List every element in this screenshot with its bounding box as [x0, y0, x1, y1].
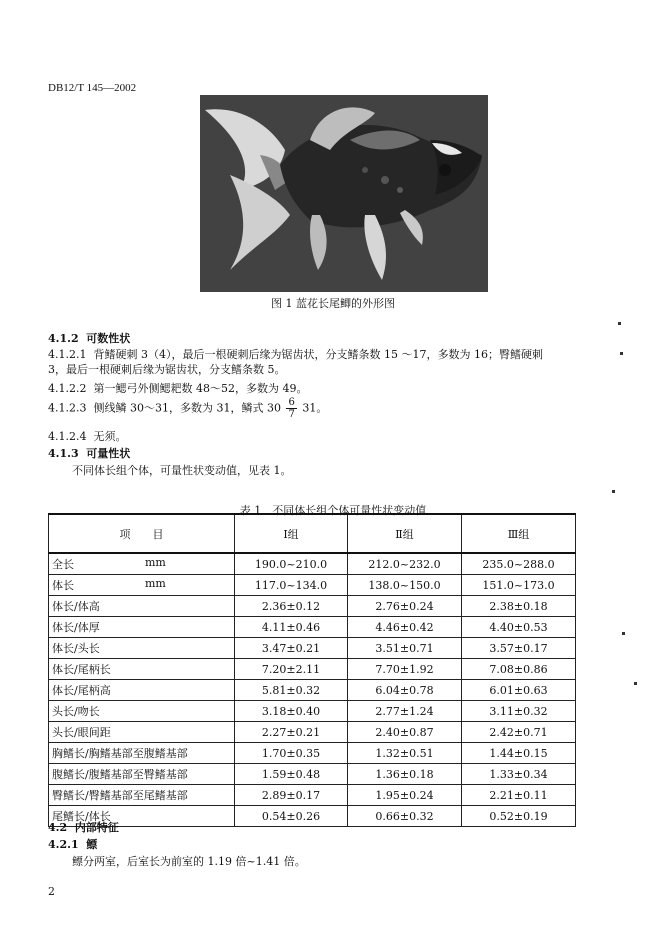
- table-row: [49, 596, 576, 617]
- cell-group-1: 1.59±0.48: [235, 764, 348, 785]
- paragraph-text: 第一鳃弓外侧鳃耙数 48～52，多数为 49。: [93, 382, 308, 395]
- row-label: 体长/尾柄高: [49, 680, 235, 701]
- column-header: Ⅲ组: [462, 514, 576, 553]
- cell-group-3: 1.44±0.15: [462, 743, 576, 764]
- fraction-denominator: 7: [288, 409, 295, 420]
- cell-group-3: 1.33±0.34: [462, 764, 576, 785]
- cell-group-2: 1.95±0.24: [348, 785, 462, 806]
- cell-group-1: 3.18±0.40: [235, 701, 348, 722]
- section-number: 4.1.2.1: [48, 348, 87, 361]
- cell-group-2: 1.36±0.18: [348, 764, 462, 785]
- section-number: 4.2: [48, 821, 68, 834]
- figure-caption: 图 1 蓝花长尾鲫的外形图: [271, 297, 395, 310]
- row-unit: mm: [145, 577, 166, 590]
- row-label: 头长/眼间距: [49, 722, 235, 743]
- section-4-1-2-2: [48, 381, 608, 396]
- cell-group-3: 2.42±0.71: [462, 722, 576, 743]
- row-label: [49, 575, 235, 596]
- cell-group-3: 0.52±0.19: [462, 806, 576, 827]
- cell-group-2: 3.51±0.71: [348, 638, 462, 659]
- cell-group-3: 4.40±0.53: [462, 617, 576, 638]
- fraction-numerator: 6: [288, 397, 295, 408]
- cell-group-2: 4.46±0.42: [348, 617, 462, 638]
- cell-group-1: 2.36±0.12: [235, 596, 348, 617]
- scan-mark: [618, 322, 621, 325]
- table-row: [49, 785, 576, 806]
- row-unit: mm: [145, 556, 166, 569]
- scan-mark: [634, 682, 637, 685]
- section-number: 4.1.2.3: [48, 401, 87, 415]
- cell-group-3: 3.57±0.17: [462, 638, 576, 659]
- section-title: 鳔: [86, 838, 98, 851]
- section-number: 4.2.1: [48, 838, 79, 851]
- paragraph-text: 背鳍硬刺 3（4），最后一根硬刺后缘为锯齿状，分支鳍条数 15 ～17，多数为 16；臀鳍硬刺: [93, 348, 543, 361]
- cell-group-2: 6.04±0.78: [348, 680, 462, 701]
- cell-group-1: 117.0~134.0: [235, 575, 348, 596]
- paragraph-text: 3，最后一根硬刺后缘为锯齿状，分支鳍条数 5。: [48, 363, 286, 376]
- cell-group-3: 2.21±0.11: [462, 785, 576, 806]
- table-row: [49, 659, 576, 680]
- column-header: 项 目: [49, 514, 235, 553]
- scale-formula-fraction: [286, 397, 296, 420]
- table-row: [49, 764, 576, 785]
- section-4-1-2-heading: [48, 331, 608, 346]
- table-title: 表 1 不同体长组个体可量性状变动值: [239, 504, 427, 517]
- section-4-1-3-heading: [48, 446, 608, 461]
- cell-group-1: 5.81±0.32: [235, 680, 348, 701]
- scan-mark: [622, 632, 625, 635]
- cell-group-2: 212.0~232.0: [348, 553, 462, 575]
- page-number: 2: [48, 885, 55, 898]
- section-number: 4.1.3: [48, 447, 79, 460]
- section-title: 内部特征: [74, 821, 119, 834]
- table-row: [49, 680, 576, 701]
- cell-group-1: 7.20±2.11: [235, 659, 348, 680]
- row-label-text: 全长: [52, 558, 74, 571]
- paragraph-text: 31。: [302, 401, 328, 415]
- table-row: [49, 701, 576, 722]
- scan-mark: [612, 490, 615, 493]
- cell-group-2: 7.70±1.92: [348, 659, 462, 680]
- fish-photo: [200, 95, 488, 292]
- row-label: [49, 553, 235, 575]
- paragraph-text: 无须。: [93, 430, 127, 443]
- cell-group-1: 190.0~210.0: [235, 553, 348, 575]
- section-4-2-1-heading: [48, 837, 608, 852]
- section-4-2-1-text: 鳔分两室，后室长为前室的 1.19 倍~1.41 倍。: [72, 855, 306, 868]
- row-label: 体长/体高: [49, 596, 235, 617]
- cell-group-3: 3.11±0.32: [462, 701, 576, 722]
- section-4-1-2-1: [48, 347, 608, 377]
- row-label: 体长/体厚: [49, 617, 235, 638]
- section-title: 可量性状: [86, 447, 131, 460]
- cell-group-1: 0.54±0.26: [235, 806, 348, 827]
- cell-group-3: 7.08±0.86: [462, 659, 576, 680]
- row-label: 臀鳍长/臀鳍基部至尾鳍基部: [49, 785, 235, 806]
- section-4-2-heading: [48, 820, 608, 835]
- cell-group-1: 1.70±0.35: [235, 743, 348, 764]
- cell-group-2: 0.66±0.32: [348, 806, 462, 827]
- cell-group-1: 2.89±0.17: [235, 785, 348, 806]
- row-label: 胸鳍长/胸鳍基部至腹鳍基部: [49, 743, 235, 764]
- section-number: 4.1.2: [48, 332, 79, 345]
- table-header-row: [49, 514, 576, 553]
- cell-group-2: 2.77±1.24: [348, 701, 462, 722]
- cell-group-3: 235.0~288.0: [462, 553, 576, 575]
- section-title: 可数性状: [86, 332, 131, 345]
- cell-group-1: 3.47±0.21: [235, 638, 348, 659]
- row-label: 体长/头长: [49, 638, 235, 659]
- cell-group-3: 151.0~173.0: [462, 575, 576, 596]
- cell-group-2: 2.76±0.24: [348, 596, 462, 617]
- row-label: 尾鳍长/体长: [49, 806, 235, 827]
- cell-group-2: 138.0~150.0: [348, 575, 462, 596]
- row-label: 腹鳍长/腹鳍基部至臀鳍基部: [49, 764, 235, 785]
- table-row: [49, 722, 576, 743]
- cell-group-1: 2.27±0.21: [235, 722, 348, 743]
- table-row: [49, 553, 576, 575]
- cell-group-1: 4.11±0.46: [235, 617, 348, 638]
- cell-group-2: 2.40±0.87: [348, 722, 462, 743]
- cell-group-3: 6.01±0.63: [462, 680, 576, 701]
- cell-group-3: 2.38±0.18: [462, 596, 576, 617]
- section-4-1-3-text: 不同体长组个体，可量性状变动值，见表 1。: [72, 464, 292, 477]
- document-code: DB12/T 145—2002: [48, 82, 137, 94]
- section-4-1-2-3: [48, 397, 608, 420]
- scan-mark: [620, 352, 623, 355]
- row-label: 头长/吻长: [49, 701, 235, 722]
- cell-group-2: 1.32±0.51: [348, 743, 462, 764]
- table-row: [49, 575, 576, 596]
- table-row: [49, 617, 576, 638]
- section-number: 4.1.2.4: [48, 430, 87, 443]
- table-row: [49, 743, 576, 764]
- measurement-table: [48, 513, 576, 827]
- column-header: Ⅱ组: [348, 514, 462, 553]
- row-label: 体长/尾柄长: [49, 659, 235, 680]
- paragraph-text: 侧线鳞 30～31，多数为 31，鳞式 30: [93, 401, 281, 415]
- table-row: [49, 638, 576, 659]
- column-header: Ⅰ组: [235, 514, 348, 553]
- section-number: 4.1.2.2: [48, 382, 87, 395]
- section-4-1-2-4: [48, 429, 608, 444]
- row-label-text: 体长: [52, 579, 74, 592]
